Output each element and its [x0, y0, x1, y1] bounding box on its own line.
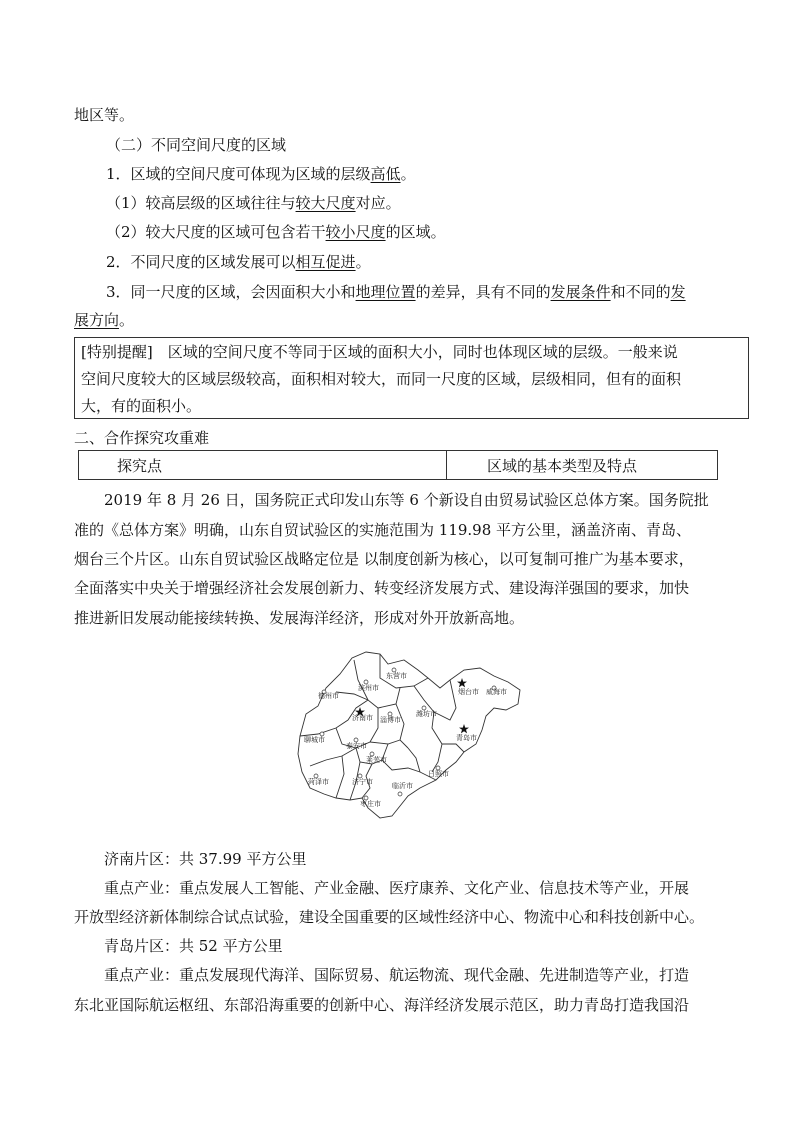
- special-reminder-box: [74, 337, 749, 419]
- paragraph-line: 重点产业：重点发展现代海洋、国际贸易、航运物流、现代金融、先进制造等产业，打造: [104, 966, 690, 984]
- inquiry-table: [78, 450, 718, 480]
- city-label: 烟台市: [458, 688, 479, 696]
- city-label: 莱芜市: [366, 756, 387, 764]
- tip-line: 大，有的面积小。: [81, 397, 202, 415]
- city-label: 东营市: [386, 672, 407, 680]
- city-label: 德州市: [318, 692, 339, 700]
- tip-line: [特别提醒] 区域的空间尺度不等同于区域的面积大小，同时也体现区域的层级。一般来说: [81, 343, 678, 361]
- city-label: 枣庄市: [360, 800, 381, 808]
- answer-underline: 发展条件: [550, 283, 611, 301]
- text-line: （1）较高层级的区域往往与较大尺度对应。: [106, 194, 401, 212]
- paragraph-line: 青岛片区：共 52 平方公里: [104, 937, 283, 955]
- answer-underline: 较大尺度: [295, 194, 356, 212]
- city-label: 青岛市: [456, 734, 477, 742]
- city-border: [370, 740, 400, 744]
- city-label: 济宁市: [352, 778, 373, 786]
- city-border: [380, 654, 428, 688]
- paragraph-line: 烟台三个片区。山东自贸试验区战略定位是 以制度创新为核心，以可复制可推广为基本要求，: [74, 550, 694, 568]
- city-label: 淄博市: [380, 716, 401, 724]
- answer-underline: 地理位置: [355, 283, 416, 301]
- city-labels: [304, 671, 507, 808]
- paragraph-line: 准的《总体方案》明确，山东自贸试验区的实施范围为 119.98 平方公里，涵盖济南、青岛、: [74, 521, 692, 539]
- city-border: [310, 748, 356, 766]
- city-label: 日照市: [428, 770, 449, 778]
- paragraph-line: 开放型经济新体制综合试点试验，建设全国重要的区域性经济中心、物流中心和科技创新中心。: [74, 908, 705, 926]
- table-divider: [446, 451, 447, 479]
- paragraph-line: 东北亚国际航运枢纽、东部沿海重要的创新中心、海洋经济发展示范区，助力青岛打造我国沿: [74, 996, 690, 1014]
- city-label: 威海市: [486, 688, 507, 696]
- city-border: [432, 712, 464, 752]
- city-label: 聊城市: [304, 736, 325, 744]
- answer-underline: 展方向: [74, 311, 120, 329]
- text-line: 1．区域的空间尺度可体现为区域的层级高低。: [106, 165, 416, 183]
- star-icon: [459, 724, 469, 733]
- city-label: 滨州市: [358, 684, 379, 692]
- city-label: 菏泽市: [308, 778, 329, 786]
- subsection-heading: （二）不同空间尺度的区域: [106, 136, 287, 154]
- paragraph-line: 2019 年 8 月 26 日，国务院正式印发山东等 6 个新设自由贸易试验区总体方案。国务院批: [104, 491, 709, 509]
- shandong-map: [296, 648, 526, 820]
- city-label: 泰安市: [346, 742, 367, 750]
- paragraph-line: 全面落实中央关于增强经济社会发展创新力、转变经济发展方式、建设海洋强国的要求，加快: [74, 579, 690, 597]
- city-label: 潍坊市: [416, 710, 437, 718]
- paragraph-line: 重点产业：重点发展人工智能、产业金融、医疗康养、文化产业、信息技术等产业，开展: [104, 879, 690, 897]
- answer-underline: 相互促进: [295, 253, 356, 271]
- text-line: （2）较大尺度的区域可包含若干较小尺度的区域。: [106, 223, 446, 241]
- answer-underline: 发: [670, 283, 686, 301]
- province-outline: [298, 652, 520, 818]
- city-border: [336, 692, 378, 708]
- tip-line: 空间尺度较大的区域层级较高，面积相对较大，而同一尺度的区域，层级相同，但有的面积: [81, 370, 682, 388]
- table-cell: 区域的基本类型及特点: [487, 457, 638, 475]
- table-cell: 探究点: [117, 457, 163, 475]
- text-line: 2．不同尺度的区域发展可以相互促进。: [106, 253, 371, 271]
- section-heading: 二、合作探究攻重难: [74, 429, 210, 447]
- answer-underline: 高低: [370, 165, 401, 183]
- city-label: 临沂市: [392, 782, 413, 790]
- paragraph-line: 济南片区：共 37.99 平方公里: [104, 850, 307, 868]
- star-icon: [457, 678, 467, 687]
- city-label: 济南市: [352, 714, 373, 722]
- paragraph-line: 推进新旧发展动能接续转换、发展海洋经济，形成对外开放新高地。: [74, 609, 525, 627]
- text-line: 展方向。: [74, 311, 135, 329]
- answer-underline: 较小尺度: [325, 223, 386, 241]
- text-line: 3．同一尺度的区域，会因面积大小和地理位置的差异，具有不同的发展条件和不同的发: [106, 283, 686, 301]
- city-border: [396, 704, 408, 748]
- city-border: [336, 756, 344, 798]
- text-line: 地区等。: [74, 106, 135, 124]
